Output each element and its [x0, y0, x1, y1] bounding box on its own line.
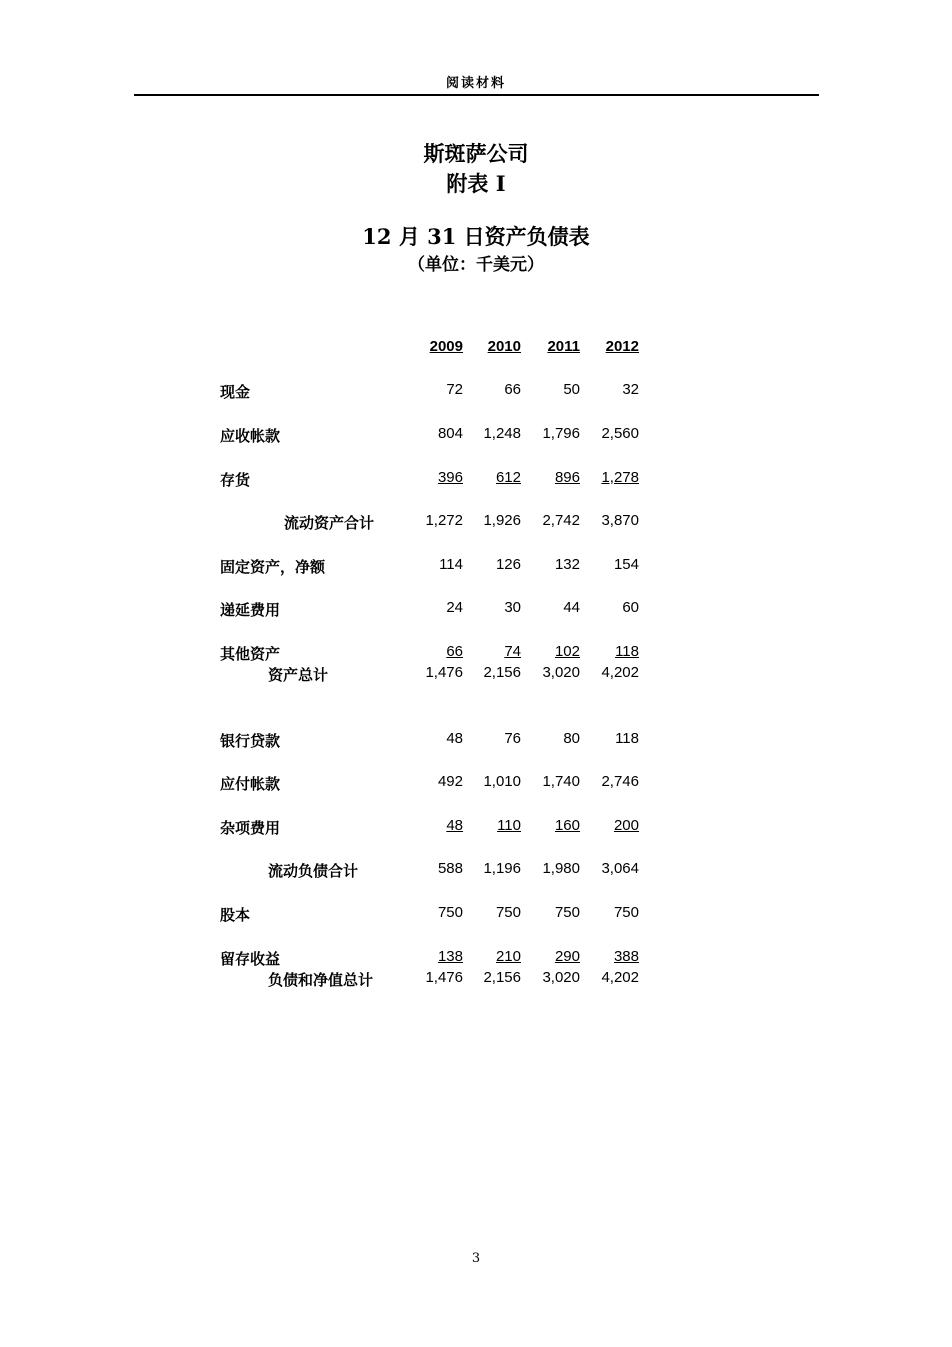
- row-value: 72: [446, 381, 463, 398]
- row-value: 2,560: [601, 425, 639, 442]
- row-value: 3,064: [601, 860, 639, 877]
- row-value: 48: [446, 730, 463, 747]
- row-value: 1,272: [425, 512, 463, 529]
- row-value: 804: [437, 425, 463, 442]
- row-value: 48: [446, 817, 463, 834]
- row-label: 杂项费用: [220, 819, 281, 837]
- row-value: 110: [497, 817, 521, 834]
- row-value: 24: [446, 599, 463, 616]
- row-value: 2,742: [542, 512, 580, 529]
- row-value: 160: [554, 817, 580, 834]
- row-label: 银行贷款: [220, 732, 281, 750]
- row-value: 896: [554, 469, 580, 486]
- row-value: 154: [613, 556, 639, 573]
- row-value: 132: [554, 556, 580, 573]
- row-label: 流动负债合计: [268, 862, 359, 880]
- table-row: [0, 643, 952, 663]
- row-value: 126: [495, 556, 521, 573]
- year-2009: 2009: [429, 338, 463, 355]
- row-value: 1,926: [483, 512, 521, 529]
- row-value: 2,156: [483, 664, 521, 681]
- row-value: 1,196: [483, 860, 521, 877]
- row-value: 118: [615, 643, 639, 660]
- row-value: 118: [615, 730, 639, 747]
- table-row: [0, 904, 952, 924]
- row-value: 588: [437, 860, 463, 877]
- header-rule: [134, 94, 819, 96]
- row-value: 60: [622, 599, 639, 616]
- running-header: 阅读材料: [445, 76, 506, 91]
- row-label: 应收帐款: [220, 427, 281, 445]
- row-value: 1,278: [601, 469, 639, 486]
- row-value: 114: [439, 556, 463, 573]
- row-value: 3,870: [601, 512, 639, 529]
- table-row: [0, 512, 952, 532]
- row-value: 1,010: [483, 773, 521, 790]
- row-label: 流动资产合计: [284, 514, 375, 532]
- row-value: 74: [504, 643, 521, 660]
- table-row: [0, 556, 952, 576]
- row-label: 现金: [220, 383, 251, 401]
- row-value: 1,248: [483, 425, 521, 442]
- table-row: [0, 469, 952, 489]
- row-value: 492: [437, 773, 463, 790]
- row-value: 44: [563, 599, 580, 616]
- row-value: 290: [554, 948, 580, 965]
- row-label: 资产总计: [268, 666, 329, 684]
- row-value: 3,020: [542, 664, 580, 681]
- row-value: 80: [563, 730, 580, 747]
- statement-title: 12 月 31 日资产负债表: [362, 224, 590, 249]
- table-row: [0, 599, 952, 619]
- row-label: 递延费用: [220, 601, 281, 619]
- year-2011: 2011: [547, 338, 580, 355]
- table-row: [0, 664, 952, 684]
- row-value: 750: [613, 904, 639, 921]
- row-label: 其他资产: [220, 645, 281, 663]
- table-row: [0, 860, 952, 880]
- table-row: [0, 948, 952, 968]
- row-value: 4,202: [601, 664, 639, 681]
- row-label: 存货: [220, 471, 251, 489]
- row-value: 4,202: [601, 969, 639, 986]
- row-value: 1,796: [542, 425, 580, 442]
- table-row: [0, 969, 952, 989]
- table-row: [0, 381, 952, 401]
- year-header-row: [0, 338, 952, 358]
- row-value: 210: [495, 948, 521, 965]
- row-value: 2,156: [483, 969, 521, 986]
- row-value: 3,020: [542, 969, 580, 986]
- table-row: [0, 730, 952, 750]
- row-value: 30: [504, 599, 521, 616]
- row-value: 388: [613, 948, 639, 965]
- row-label: 股本: [220, 906, 251, 924]
- row-value: 1,476: [425, 664, 463, 681]
- year-2010: 2010: [487, 338, 521, 355]
- company-name: 斯斑萨公司: [423, 141, 529, 166]
- row-value: 32: [622, 381, 639, 398]
- row-value: 750: [495, 904, 521, 921]
- row-value: 612: [495, 469, 521, 486]
- row-value: 750: [554, 904, 580, 921]
- row-value: 50: [563, 381, 580, 398]
- row-value: 750: [437, 904, 463, 921]
- year-2012: 2012: [605, 338, 639, 355]
- row-value: 66: [504, 381, 521, 398]
- page-number: 3: [471, 1251, 481, 1266]
- table-row: [0, 817, 952, 837]
- row-value: 1,476: [425, 969, 463, 986]
- row-value: 200: [613, 817, 639, 834]
- row-value: 2,746: [601, 773, 639, 790]
- row-label: 留存收益: [220, 950, 281, 968]
- exhibit-label: 附表 I: [446, 171, 506, 196]
- row-label: 固定资产，净额: [220, 558, 326, 576]
- row-label: 负债和净值总计: [268, 971, 374, 989]
- row-value: 102: [554, 643, 580, 660]
- table-row: [0, 773, 952, 793]
- units-note: （单位：千美元）: [408, 255, 544, 275]
- row-value: 1,740: [542, 773, 580, 790]
- row-value: 1,980: [542, 860, 580, 877]
- row-value: 76: [504, 730, 521, 747]
- row-value: 138: [437, 948, 463, 965]
- table-row: [0, 425, 952, 445]
- row-value: 66: [446, 643, 463, 660]
- row-value: 396: [437, 469, 463, 486]
- row-label: 应付帐款: [220, 775, 281, 793]
